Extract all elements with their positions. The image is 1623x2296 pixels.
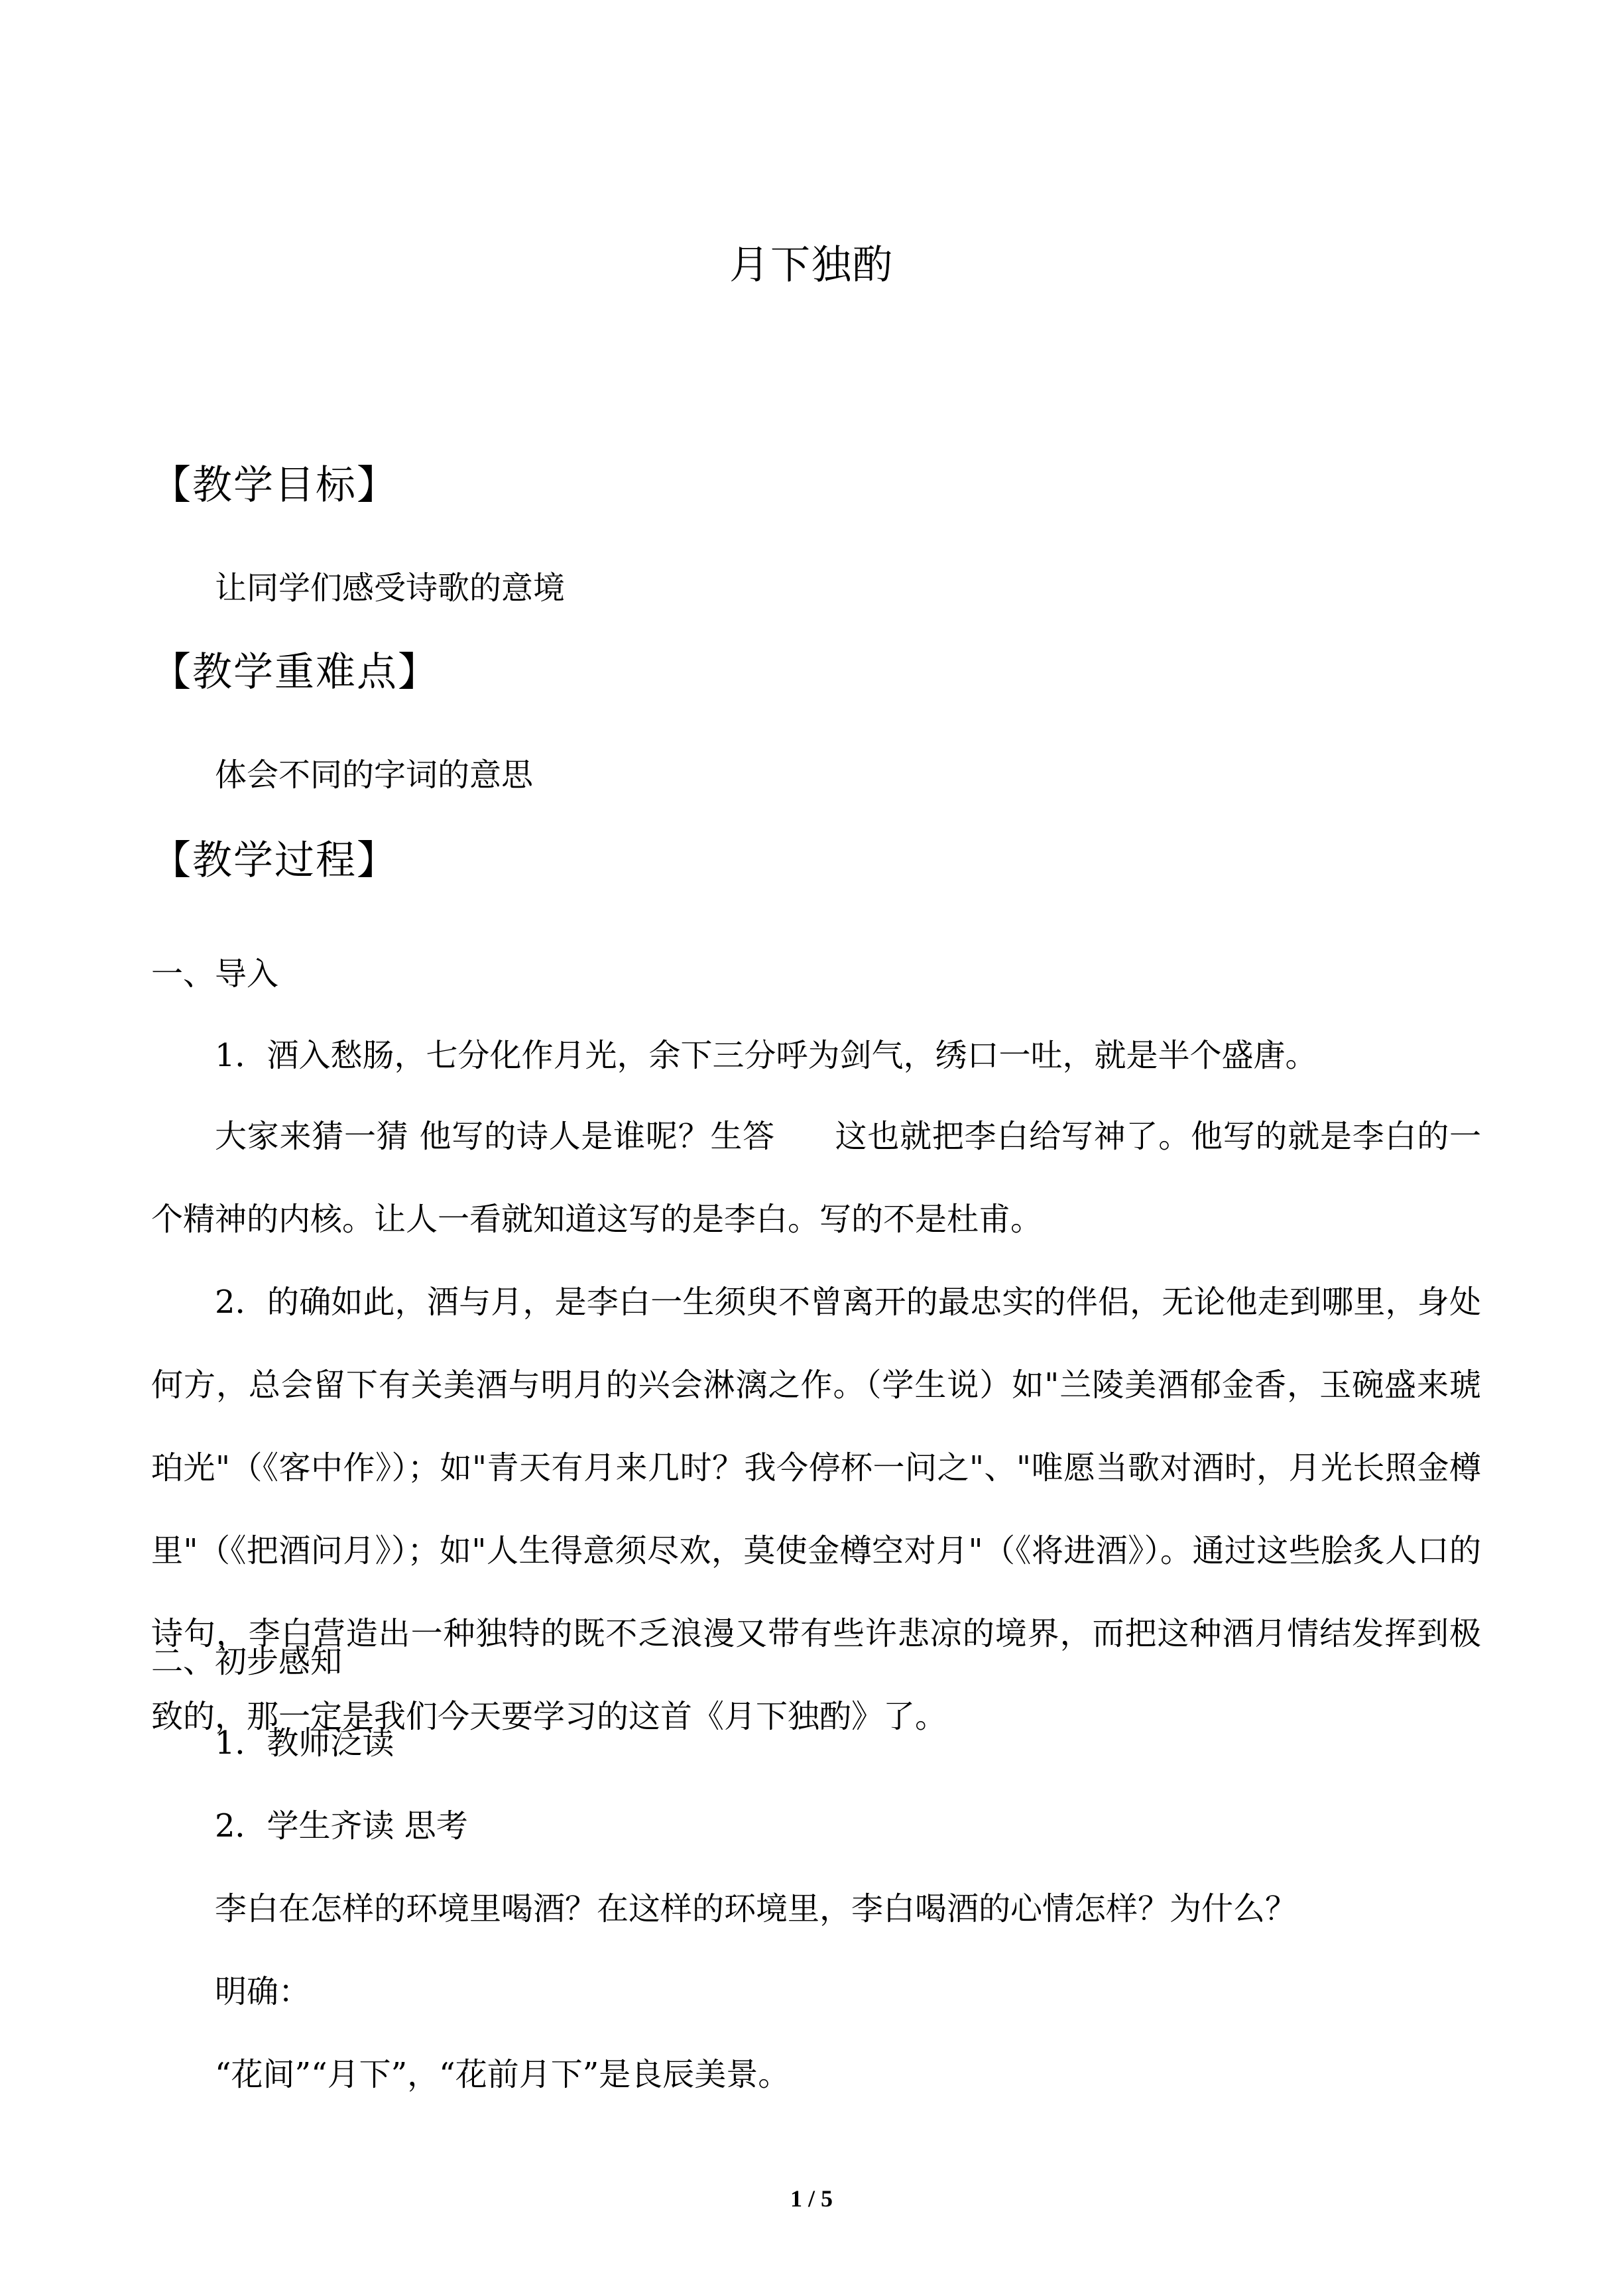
part2-item2: 2．学生齐读 思考 (215, 1807, 468, 1844)
part1-title: 一、导入 (151, 955, 279, 993)
heading-teaching-process: 【教学过程】 (151, 837, 398, 884)
key-difficulties-text: 体会不同的字词的意思 (215, 756, 534, 794)
part2-item1: 1．教师泛读 (215, 1724, 394, 1762)
document-title: 月下独酌 (729, 242, 894, 288)
part2-answer: “花间”“月下”，“花前月下”是良辰美景。 (215, 2056, 790, 2093)
part1-paragraph-guess-a: 大家来猜一猜 他写的诗人是谁呢？生答 (215, 1118, 775, 1155)
teaching-goal-text: 让同学们感受诗歌的意境 (215, 570, 566, 607)
part2-question: 李白在怎样的环境里喝酒？在这样的环境里，李白喝酒的心情怎样？为什么？ (215, 1890, 1297, 1927)
part1-paragraph-guess (151, 1095, 1481, 1261)
page-number: 1 / 5 (790, 2185, 833, 2212)
part2-title: 二、初步感知 (151, 1643, 343, 1680)
heading-key-difficulties: 【教学重难点】 (151, 649, 439, 695)
part2-answer-label: 明确： (215, 1973, 311, 2010)
part1-item2: 2．的确如此，酒与月，是李白一生须臾不曾离开的最忠实的伴侣，无论他走到哪里，身处何方，总会留下有关美酒与明月的兴会淋漓之作。（学生说）如"兰陵美酒郁金香，玉碗盛来琥珀光"（《客中作》）；如"青天有月来几时？我今停杯一问之"、"唯愿当歌对酒时，月光长照金樽里"（《把酒问月》）；如"人生得意须尽欢，莫使金樽空对月"（《将进酒》）。通过这些脍炙人口的诗句，李白营造出一种独特的既不乏浪漫又带有些许悲凉的境界，而把这种酒月情结发挥到极致的，那一定是我们今天要学习的这首《月下独酌》了。 (151, 1284, 1481, 1735)
part1-paragraph-guess-b: 这也就把李白给写神了。他写的就是李白的一个精神的内核。让人一看就知道这写的是李白。写的不是杜甫。 (151, 1118, 1481, 1238)
heading-teaching-goal: 【教学目标】 (151, 462, 398, 509)
part1-item1: 1．酒入愁肠，七分化作月光，余下三分呼为剑气，绣口一吐，就是半个盛唐。 (215, 1037, 1317, 1074)
